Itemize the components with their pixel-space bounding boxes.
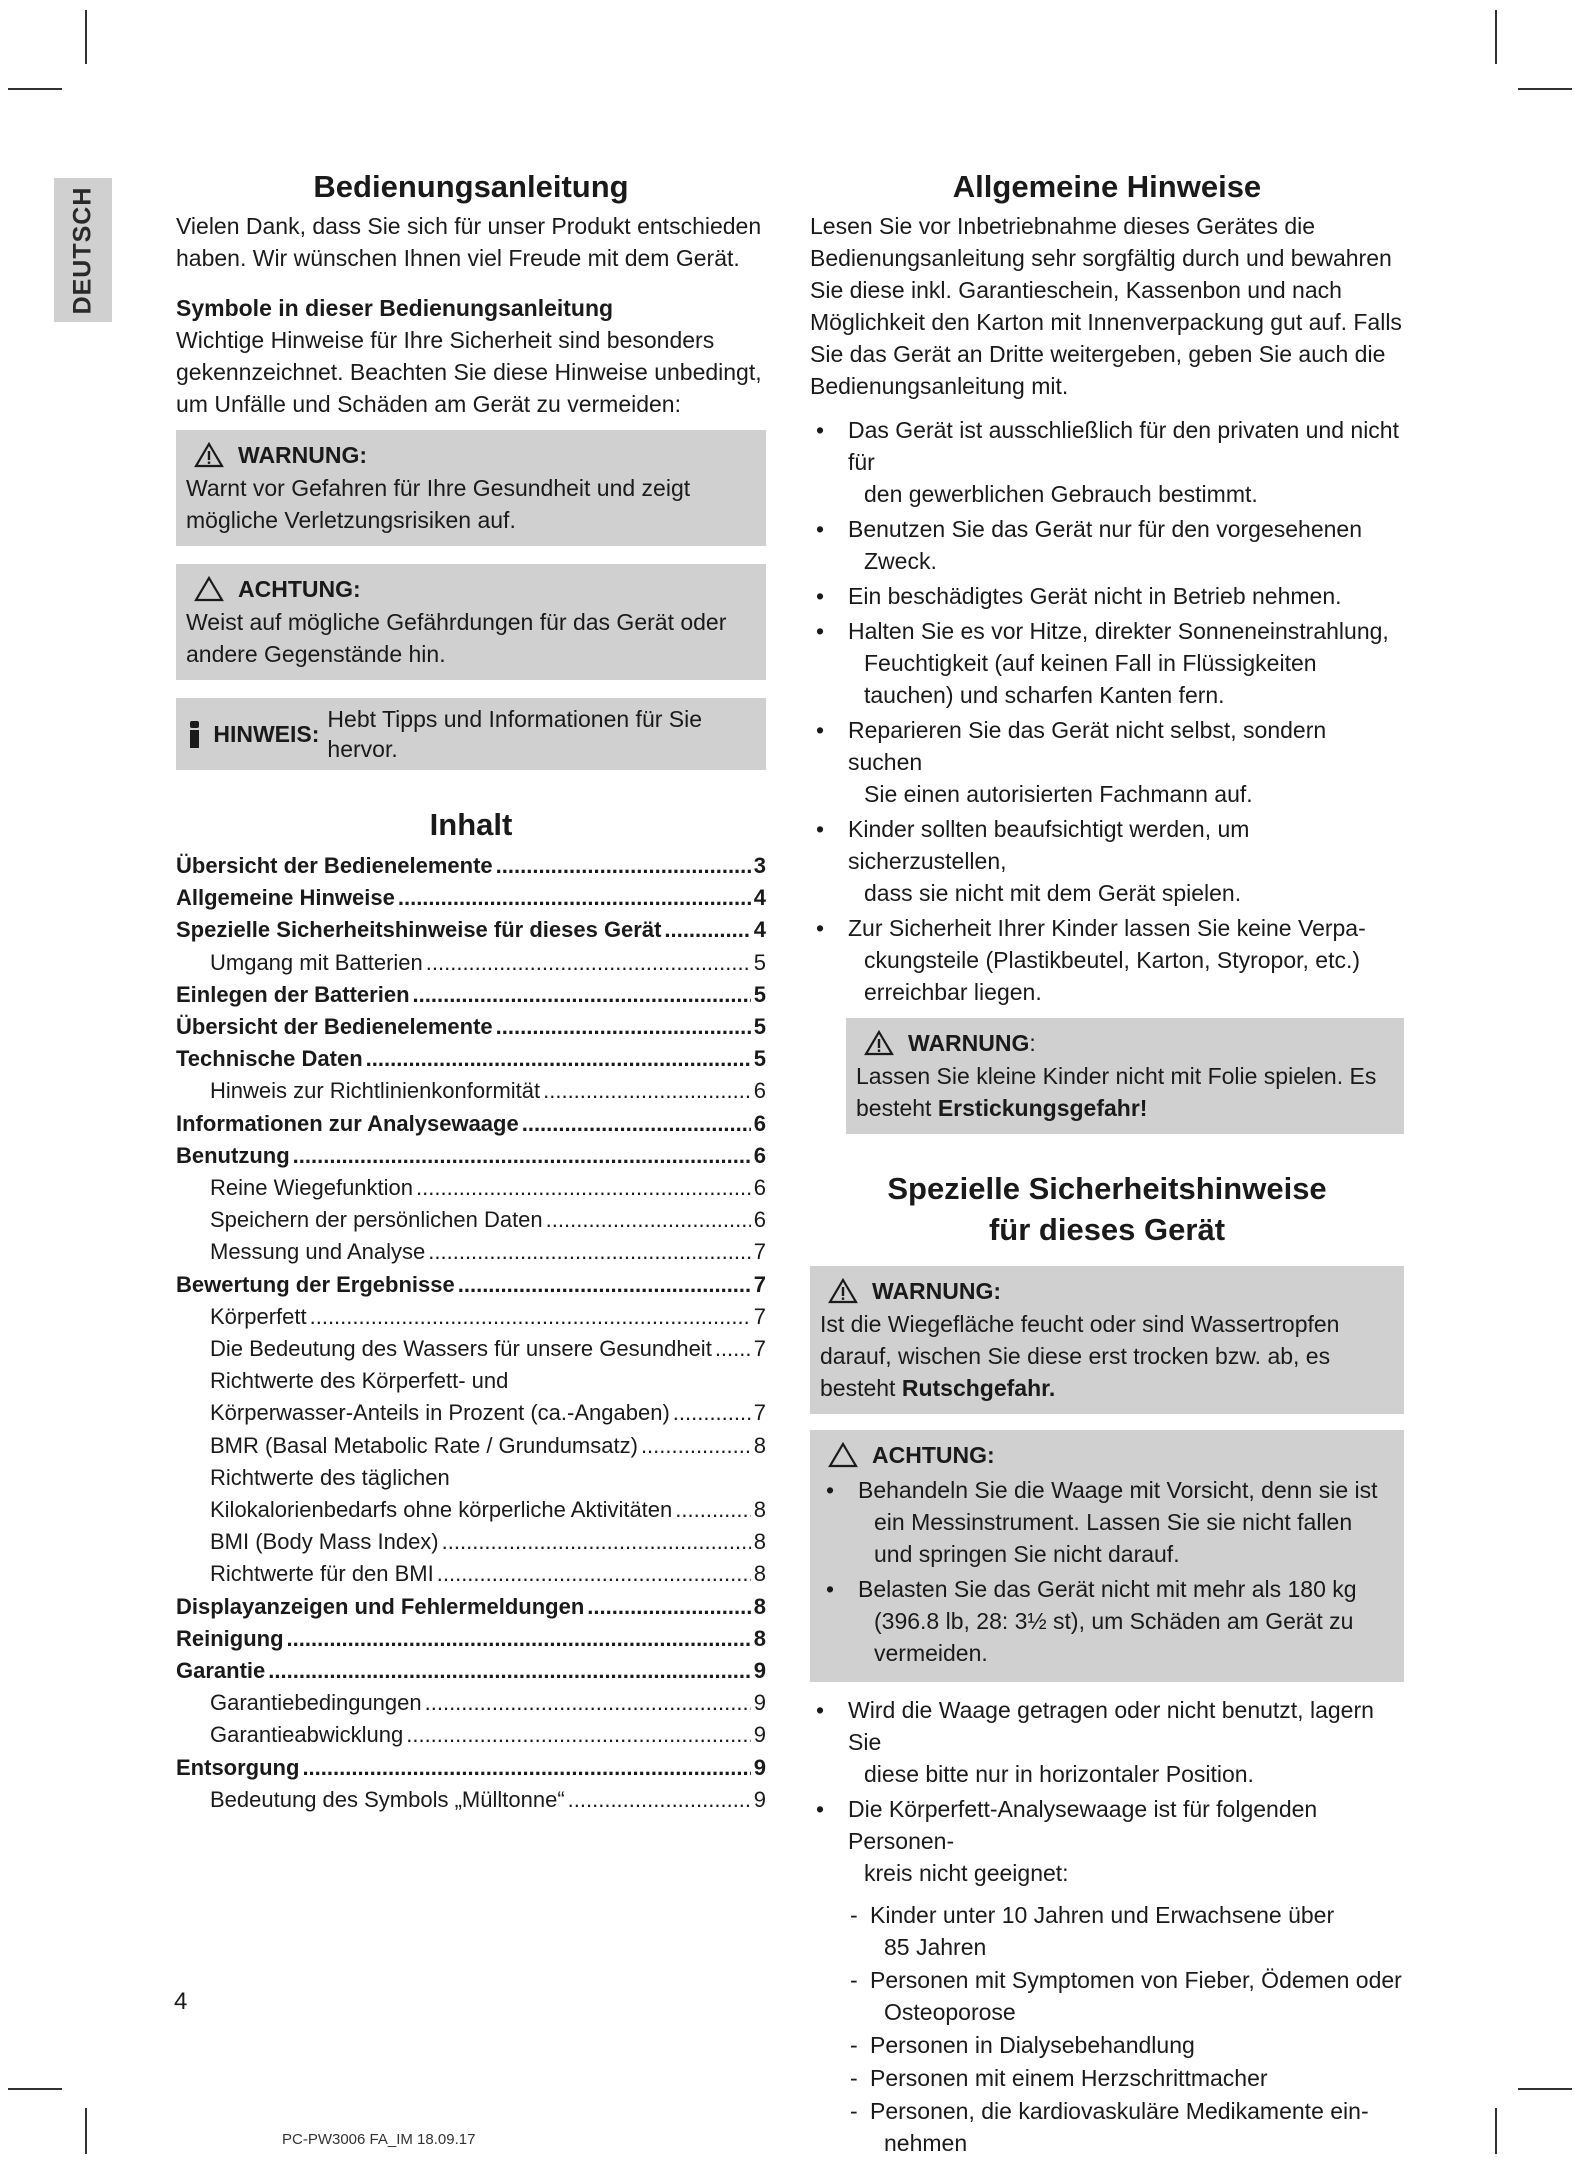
toc-leader-dots (426, 947, 751, 979)
toc-entry[interactable] (176, 882, 766, 914)
toc-page-number: 4 (753, 885, 766, 911)
toc-page-number: 8 (753, 1432, 766, 1458)
toc-leader-dots (496, 850, 751, 882)
info-icon (188, 721, 201, 748)
slip-warning-title: WARNUNG: (872, 1278, 1002, 1304)
crop-mark (85, 2108, 87, 2154)
toc-leader-dots (543, 1075, 751, 1107)
toc-entry[interactable] (176, 1204, 766, 1236)
toc-entry[interactable] (176, 850, 766, 882)
toc-entry[interactable] (176, 1752, 766, 1784)
toc-leader-dots (546, 1204, 751, 1236)
scale-caution-box (810, 1430, 1404, 1682)
special-notes-title: Spezielle Sicherheitshinweise für dieses Gerät (887, 1171, 1327, 1247)
caution-triangle-icon (828, 1442, 858, 1468)
toc-entry-title: Körperwasser-Anteils in Prozent (ca.-Angaben) (210, 1400, 670, 1426)
toc-entry-title: Bedeutung des Symbols „Mülltonne“ (210, 1786, 565, 1812)
toc-entry[interactable] (176, 1526, 766, 1558)
toc-entry-title: Einlegen der Batterien (176, 981, 410, 1007)
caution-text: Weist auf mögliche Gefährdungen für das Gerät oder andere Gegenstände hin. (186, 609, 727, 667)
toc-page-number: 6 (753, 1207, 766, 1233)
toc-leader-dots (416, 1172, 751, 1204)
toc-page-number: 6 (753, 1175, 766, 1201)
toc-entry[interactable] (176, 1108, 766, 1140)
crop-mark (1518, 2088, 1572, 2090)
toc-entry-line: Richtwerte des täglichen (210, 1464, 450, 1490)
general-notes-title: Allgemeine Hinweise (952, 169, 1262, 204)
toc-page-number: 5 (753, 981, 766, 1007)
list-item: • Belasten Sie das Gerät nicht mit mehr als 180 kg (396.8 lb, 28: 3½ st), um Schäden am Gerät zu vermeiden. (820, 1573, 1394, 1669)
toc-entry-title: Displayanzeigen und Fehlermeldungen (176, 1593, 585, 1619)
warning-triangle-icon (864, 1030, 894, 1056)
manual-title: Bedienungsanleitung (313, 169, 629, 204)
list-item: - Personen mit Symptomen von Fieber, Ödemen oder Osteoporose (850, 1964, 1404, 2028)
table-of-contents (176, 850, 766, 1816)
crop-mark (1495, 10, 1497, 64)
language-tab (54, 178, 112, 322)
note-label: HINWEIS: (213, 721, 320, 747)
toc-page-number: 9 (753, 1754, 766, 1780)
toc-leader-dots (268, 1655, 750, 1687)
toc-leader-dots (522, 1108, 751, 1140)
toc-entry-title: Garantie (176, 1658, 266, 1684)
toc-entry-title: Bewertung der Ergebnisse (176, 1271, 455, 1297)
general-notes-intro: Lesen Sie vor Inbetriebnahme dieses Gerätes die Bedienungsanleitung sehr sorgfältig durch und bewahren Sie diese inkl. Garantieschein, Kassenbon und nach Möglichkeit den Karton mit Innenverpackung gut auf. Falls Sie das Gerät an Dritte weitergeben, geben Sie auch die Bedienungsanleitung mit. (810, 213, 1402, 399)
toc-page-number: 6 (753, 1142, 766, 1168)
toc-entry-title: Umgang mit Batterien (210, 949, 423, 975)
caution-title: ACHTUNG: (238, 576, 361, 602)
right-column (810, 168, 1404, 2160)
toc-page-number: 8 (753, 1561, 766, 1587)
toc-entry[interactable] (176, 1075, 766, 1107)
toc-entry-title: BMI (Body Mass Index) (210, 1529, 439, 1555)
list-item: • Zur Sicherheit Ihrer Kinder lassen Sie keine Verpa- ckungsteile (Plastikbeutel, Karton, Styropor, etc.) erreichbar liegen. (810, 912, 1404, 1008)
crop-mark (85, 10, 87, 64)
toc-leader-dots (302, 1752, 750, 1784)
toc-leader-dots (675, 1494, 750, 1526)
toc-entry-title: Reine Wiegefunktion (210, 1175, 414, 1201)
toc-leader-dots (673, 1397, 751, 1429)
toc-entry[interactable] (176, 1172, 766, 1204)
list-item: - Kinder unter 10 Jahren und Erwachsene über 85 Jahren (850, 1899, 1404, 1963)
toc-entry-title: Richtwerte für den BMI (210, 1561, 434, 1587)
warning-triangle-icon (194, 442, 224, 468)
toc-entry-title: Allgemeine Hinweise (176, 885, 395, 911)
toc-leader-dots (442, 1526, 751, 1558)
note-box (176, 698, 766, 770)
toc-page-number: 6 (753, 1110, 766, 1136)
toc-leader-dots (428, 1236, 750, 1268)
toc-leader-dots (458, 1269, 751, 1301)
toc-page-number: 7 (753, 1239, 766, 1265)
toc-page-number: 9 (753, 1722, 766, 1748)
list-item: - Personen, die kardiovaskuläre Medikamente ein- nehmen (850, 2095, 1404, 2159)
toc-entry-title: Garantieabwicklung (210, 1722, 404, 1748)
toc-entry-title: BMR (Basal Metabolic Rate / Grundumsatz) (210, 1432, 638, 1458)
toc-entry[interactable] (176, 1140, 766, 1172)
toc-entry[interactable] (176, 979, 766, 1011)
toc-page-number: 7 (753, 1303, 766, 1329)
toc-entry-title: Reinigung (176, 1625, 284, 1651)
toc-entry-line: Richtwerte des Körperfett- und (210, 1368, 509, 1394)
toc-title: Inhalt (429, 807, 513, 842)
toc-entry[interactable] (176, 1430, 766, 1462)
toc-entry-title: Die Bedeutung des Wassers für unsere Gesundheit (210, 1336, 712, 1362)
slip-warning-box (810, 1266, 1404, 1414)
toc-page-number: 4 (753, 917, 766, 943)
list-item: • Behandeln Sie die Waage mit Vorsicht, denn sie ist ein Messinstrument. Lassen Sie sie nicht fallen und springen Sie nicht darauf. (820, 1474, 1394, 1570)
toc-entry[interactable] (176, 1333, 766, 1365)
toc-entry-title: Körperfett (210, 1303, 307, 1329)
toc-entry[interactable] (176, 1719, 766, 1751)
toc-entry-title: Übersicht der Bedienelemente (176, 853, 493, 878)
toc-page-number: 8 (753, 1529, 766, 1555)
toc-entry-title: Spezielle Sicherheitshinweise für dieses Gerät (176, 917, 662, 943)
toc-entry[interactable] (176, 947, 766, 979)
toc-entry[interactable] (176, 1494, 766, 1526)
print-footer: PC-PW3006 FA_IM 18.09.17 (282, 2131, 476, 2148)
toc-page-number: 9 (753, 1786, 766, 1812)
symbols-heading: Symbole in dieser Bedienungsanleitung (176, 295, 614, 321)
toc-page-number: 9 (753, 1690, 766, 1716)
toc-leader-dots (568, 1784, 751, 1816)
toc-leader-dots (437, 1558, 751, 1590)
list-item: - Personen mit einem Herzschrittmacher (850, 2062, 1404, 2094)
toc-entry[interactable] (176, 1043, 766, 1075)
scale-caution-title: ACHTUNG: (872, 1442, 995, 1468)
language-tab-label: DEUTSCH (68, 186, 97, 314)
slip-warning-text: Ist die Wiegefläche feucht oder sind Wassertropfen darauf, wischen Sie diese erst trocken bzw. ab, es besteht Rutschgefahr. (820, 1311, 1340, 1401)
toc-page-number: 8 (753, 1497, 766, 1523)
toc-entry[interactable] (176, 1623, 766, 1655)
toc-entry-title: Hinweis zur Richtlinienkonformität (210, 1078, 541, 1104)
toc-entry[interactable] (176, 1301, 766, 1333)
toc-page-number: 3 (753, 853, 766, 878)
toc-page-number: 7 (753, 1400, 766, 1426)
toc-leader-dots (398, 882, 751, 914)
list-item: • Reparieren Sie das Gerät nicht selbst, sondern suchen Sie einen autorisierten Fachmann auf. (810, 714, 1404, 810)
toc-page-number: 9 (753, 1658, 766, 1684)
list-item: - Personen in Dialysebehandlung (850, 2029, 1404, 2061)
toc-entry-title: Kilokalorienbedarfs ohne körperliche Aktivitäten (210, 1497, 673, 1523)
warning-title: WARNUNG: (238, 442, 368, 468)
toc-entry[interactable] (176, 1655, 766, 1687)
toc-entry[interactable] (176, 1591, 766, 1623)
toc-entry-title: Benutzung (176, 1142, 290, 1168)
crop-mark (1495, 2108, 1497, 2154)
general-notes-list (810, 414, 1404, 1008)
toc-entry-title: Übersicht der Bedienelemente (176, 1014, 493, 1040)
toc-entry[interactable] (176, 1011, 766, 1043)
note-text: Hebt Tipps und Informationen für Sie hervor. (327, 706, 703, 762)
page-number: 4 (174, 1988, 188, 2015)
intro-text: Vielen Dank, dass Sie sich für unser Produkt entschieden haben. Wir wünschen Ihnen viel Freude mit dem Gerät. (176, 213, 762, 271)
toc-leader-dots (425, 1687, 751, 1719)
toc-page-number: 8 (753, 1593, 766, 1619)
caution-box (176, 564, 766, 680)
children-warning-text: Lassen Sie kleine Kinder nicht mit Folie spielen. Es besteht Erstickungsgefahr! (856, 1063, 1377, 1121)
list-item: • Benutzen Sie das Gerät nur für den vorgesehenen Zweck. (810, 513, 1404, 577)
warning-text: Warnt vor Gefahren für Ihre Gesundheit und zeigt mögliche Verletzungsrisiken auf. (186, 475, 691, 533)
toc-entry[interactable] (176, 1269, 766, 1301)
children-warning-box (846, 1018, 1404, 1134)
toc-entry-title: Garantiebedingungen (210, 1690, 422, 1716)
toc-page-number: 7 (753, 1271, 766, 1297)
toc-page-number: 5 (753, 1046, 766, 1072)
list-item: • Halten Sie es vor Hitze, direkter Sonneneinstrahlung, Feuchtigkeit (auf keinen Fall in Flüssigkeiten tauchen) und scharfen Kanten fern. (810, 615, 1404, 711)
toc-leader-dots (664, 914, 750, 946)
unsuitable-persons-list (810, 1899, 1404, 2159)
toc-page-number: 6 (753, 1078, 766, 1104)
symbols-text: Wichtige Hinweise für Ihre Sicherheit sind besonders gekennzeichnet. Beachten Sie diese Hinweise unbedingt, um Unfälle und Schäden am Gerät zu vermeiden: (176, 327, 762, 417)
list-item: • Ein beschädigtes Gerät nicht in Betrieb nehmen. (810, 580, 1404, 612)
toc-leader-dots (641, 1430, 751, 1462)
crop-mark (8, 88, 62, 90)
toc-entry-title: Informationen zur Analysewaage (176, 1110, 519, 1136)
toc-page-number: 5 (753, 1014, 766, 1040)
warning-box (176, 430, 766, 546)
toc-page-number: 8 (753, 1625, 766, 1651)
toc-leader-dots (366, 1043, 751, 1075)
toc-leader-dots (587, 1591, 750, 1623)
list-item: • Das Gerät ist ausschließlich für den privaten und nicht für den gewerblichen Gebrauch bestimmt. (810, 414, 1404, 510)
toc-entry-title: Speichern der persönlichen Daten (210, 1207, 543, 1233)
toc-entry[interactable] (176, 1558, 766, 1590)
toc-entry[interactable] (176, 914, 766, 946)
list-item: • Die Körperfett-Analysewaage ist für folgenden Personen- kreis nicht geeignet: (810, 1793, 1404, 1889)
toc-entry-title: Entsorgung (176, 1754, 300, 1780)
list-item: • Wird die Waage getragen oder nicht benutzt, lagern Sie diese bitte nur in horizontaler Position. (810, 1694, 1404, 1790)
toc-entry-title: Technische Daten (176, 1046, 363, 1072)
toc-leader-dots (287, 1623, 751, 1655)
toc-entry[interactable] (176, 1784, 766, 1816)
left-column (176, 168, 766, 1816)
children-warning-title: WARNUNG (908, 1030, 1030, 1056)
warning-triangle-icon (828, 1278, 858, 1304)
toc-entry-title: Messung und Analyse (210, 1239, 426, 1265)
toc-leader-dots (496, 1011, 751, 1043)
toc-entry[interactable] (176, 1236, 766, 1268)
toc-leader-dots (293, 1140, 751, 1172)
toc-leader-dots (413, 979, 751, 1011)
toc-page-number: 5 (753, 949, 766, 975)
special-notes-list (810, 1694, 1404, 1889)
toc-leader-dots (715, 1333, 751, 1365)
toc-leader-dots (406, 1719, 751, 1751)
toc-page-number: 7 (753, 1336, 766, 1362)
crop-mark (8, 2088, 62, 2090)
toc-entry[interactable] (176, 1687, 766, 1719)
toc-leader-dots (310, 1301, 751, 1333)
children-warning-colon: : (1029, 1030, 1036, 1056)
caution-triangle-icon (194, 576, 224, 602)
crop-mark (1518, 88, 1572, 90)
list-item: • Kinder sollten beaufsichtigt werden, um sicherzustellen, dass sie nicht mit dem Gerät spielen. (810, 813, 1404, 909)
scale-caution-list (820, 1474, 1394, 1669)
toc-entry[interactable] (176, 1397, 766, 1429)
